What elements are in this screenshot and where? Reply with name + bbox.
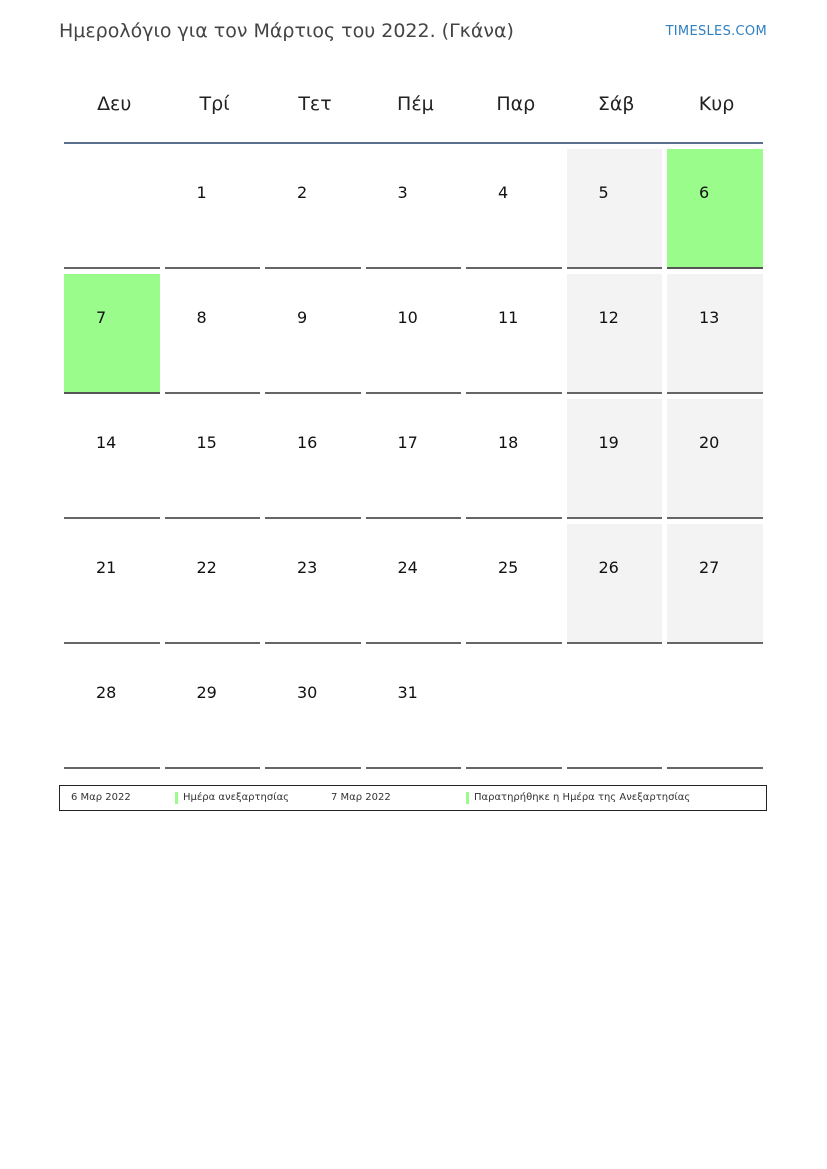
weekday-sunday: Κυρ (698, 93, 735, 115)
weekday-tuesday: Τρί (199, 93, 230, 115)
day-cell (466, 399, 562, 519)
day-cell (265, 524, 361, 644)
weekday-friday: Παρ (496, 93, 536, 115)
day-cell (165, 274, 261, 394)
day-number: 24 (397, 558, 418, 577)
legend-holiday-name-2: Παρατηρήθηκε η Ημέρα της Ανεξαρτησίας (474, 792, 691, 803)
week-row (64, 649, 763, 769)
day-number: 29 (196, 683, 217, 702)
day-cell (64, 149, 160, 269)
page-title: Ημερολόγιο για τον Μάρτιος του 2022. (Γκάνα) (59, 20, 514, 42)
day-cell (64, 524, 160, 644)
day-number: 31 (397, 683, 418, 702)
day-cell (466, 274, 562, 394)
legend-holiday-name-1: Ημέρα ανεξαρτησίας (183, 792, 290, 803)
day-cell (567, 399, 663, 519)
day-cell (366, 274, 462, 394)
holiday-legend (59, 785, 767, 811)
day-number: 1 (196, 183, 207, 202)
week-row (64, 524, 763, 644)
day-cell (64, 649, 160, 769)
day-number: 22 (196, 558, 217, 577)
day-number: 2 (297, 183, 308, 202)
day-number: 16 (297, 433, 318, 452)
day-number: 14 (96, 433, 117, 452)
day-cell (466, 149, 562, 269)
holiday-color-swatch (466, 792, 469, 804)
day-cell-empty (667, 649, 763, 769)
day-number: 6 (699, 183, 710, 202)
day-number: 9 (297, 308, 308, 327)
day-number: 23 (297, 558, 318, 577)
day-cell (165, 649, 261, 769)
day-cell (667, 524, 763, 644)
day-cell-empty (567, 649, 663, 769)
day-number: 21 (96, 558, 117, 577)
weekday-header-row (64, 80, 763, 144)
weeks (64, 149, 763, 769)
day-number: 18 (498, 433, 519, 452)
day-number: 11 (498, 308, 519, 327)
day-number: 12 (598, 308, 619, 327)
day-number: 27 (699, 558, 720, 577)
week-row (64, 149, 763, 269)
week-row (64, 274, 763, 394)
day-number: 7 (96, 308, 107, 327)
day-cell (567, 524, 663, 644)
week-row (64, 399, 763, 519)
day-number: 10 (397, 308, 418, 327)
day-cell (165, 524, 261, 644)
day-cell (265, 649, 361, 769)
day-number: 3 (397, 183, 408, 202)
day-number: 17 (397, 433, 418, 452)
brand-link[interactable]: TIMESLES.COM (665, 24, 767, 39)
weekday-thursday: Πέμ (397, 93, 434, 115)
day-cell (366, 149, 462, 269)
day-cell (64, 399, 160, 519)
legend-date-1: 6 Μαρ 2022 (71, 792, 131, 803)
weekday-saturday: Σάβ (597, 93, 635, 115)
day-cell (667, 274, 763, 394)
legend-date-2: 7 Μαρ 2022 (331, 792, 391, 803)
day-number: 25 (498, 558, 519, 577)
day-cell (667, 399, 763, 519)
weekday-wednesday: Τετ (298, 93, 332, 115)
day-number: 8 (196, 308, 207, 327)
day-number: 28 (96, 683, 117, 702)
day-number: 5 (598, 183, 609, 202)
holiday-day-cell (64, 274, 160, 394)
holiday-color-swatch (175, 792, 178, 804)
day-number: 15 (196, 433, 217, 452)
day-cell-empty (466, 649, 562, 769)
calendar-grid (64, 80, 763, 774)
day-number: 30 (297, 683, 318, 702)
day-cell (265, 274, 361, 394)
day-cell (265, 149, 361, 269)
day-number: 13 (699, 308, 720, 327)
day-cell (567, 274, 663, 394)
weekday-monday: Δευ (97, 93, 132, 115)
day-cell (567, 149, 663, 269)
day-number: 19 (598, 433, 619, 452)
day-number: 26 (598, 558, 619, 577)
day-cell (366, 649, 462, 769)
day-cell (165, 399, 261, 519)
day-number: 20 (699, 433, 720, 452)
day-cell (466, 524, 562, 644)
day-cell (265, 399, 361, 519)
holiday-day-cell (667, 149, 763, 269)
day-number: 4 (498, 183, 509, 202)
day-cell (366, 524, 462, 644)
day-cell (165, 149, 261, 269)
day-cell (366, 399, 462, 519)
